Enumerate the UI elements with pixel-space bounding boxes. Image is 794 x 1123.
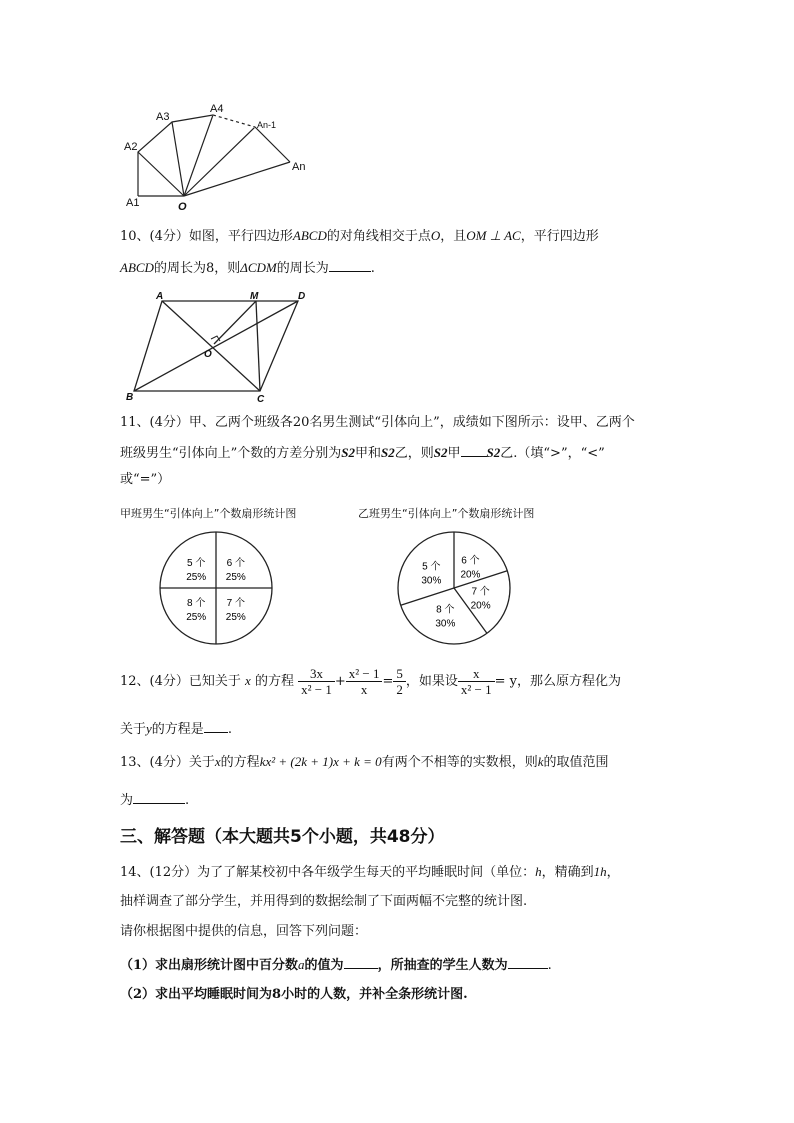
pie-slice-category: 7 个 — [471, 586, 490, 598]
question-14-line2 — [120, 892, 527, 912]
q10-text: ，平行四边形 — [520, 229, 599, 244]
q10-abcd: ABCD — [120, 260, 154, 275]
label-m: M — [250, 291, 259, 302]
q10-text: ，且 — [440, 229, 467, 244]
q11-text: 甲 — [447, 446, 461, 461]
label-o: O — [204, 349, 212, 360]
numerator: x² − 1 — [346, 666, 383, 682]
pie-chart-jia-title: 甲班男生“引体向上”个数扇形统计图 — [120, 507, 297, 520]
answer-blank[interactable] — [204, 718, 228, 733]
question-11-line1 — [120, 413, 635, 433]
q10-text: 的周长为8，则 — [153, 261, 241, 276]
q12-text: 12、(4分）已知关于 — [120, 674, 241, 689]
pie-slice-percent: 25% — [225, 572, 246, 584]
answer-blank[interactable] — [344, 954, 378, 969]
q14-text: （1）求出扇形统计图中百分数 — [120, 958, 299, 973]
polygon-fan-figure — [120, 100, 320, 215]
label-a3: A3 — [156, 111, 170, 123]
q12-text: 的方程是 — [151, 722, 204, 737]
q14-text: 抽样调查了部分学生，并用得到的数据绘制了下面两幅不完整的统计图. — [120, 894, 528, 909]
q14-text: 请你根据图中提供的信息，回答下列问题： — [120, 924, 368, 939]
question-10-line2 — [120, 257, 375, 279]
pie-slice-percent: 25% — [186, 572, 207, 584]
answer-blank[interactable] — [461, 442, 487, 457]
q11-text: 乙.（填“>”，“<” — [500, 446, 605, 461]
q11-text: 11、(4分）甲、乙两个班级各20名男生测试“引体向上”，成绩如下图所示：设甲、乙两个 — [120, 415, 635, 430]
label-an-1: An-1 — [257, 120, 277, 130]
q13-text: 的方程 — [220, 755, 260, 770]
q11-text: 乙，则 — [394, 446, 434, 461]
q10-o: O — [430, 228, 441, 243]
q14-text: 的值为 — [304, 958, 344, 973]
q14-a: a — [298, 957, 305, 972]
pie-slice-category: 6 个 — [461, 555, 480, 567]
pie-slice-percent: 25% — [225, 611, 246, 623]
q11-s2: S2 — [433, 445, 448, 460]
q10-cdm: ΔCDM — [240, 260, 277, 275]
question-14-sub2 — [120, 985, 468, 1005]
pie-slice-category: 6 个 — [226, 558, 245, 570]
q11-s2: S2 — [341, 445, 356, 460]
label-d: D — [298, 291, 306, 302]
fraction — [298, 666, 335, 697]
q13-text: 的取值范围 — [543, 755, 609, 770]
pie-chart-yi — [394, 528, 514, 648]
q14-h: h — [535, 864, 542, 879]
q10-text: 的周长为 — [276, 261, 329, 276]
q14-text: 14、(12分）为了了解某校初中各年级学生每天的平均睡眠时间（单位： — [120, 865, 536, 880]
q12-text: 关于 — [120, 722, 147, 737]
pie-chart-jia — [156, 528, 276, 648]
q14-1h: 1h — [593, 864, 607, 879]
q13-equation: kx² + (2k + 1)x + k = 0 — [259, 754, 382, 769]
question-10-line1 — [120, 226, 599, 247]
q11-text: 或“=”） — [120, 472, 171, 487]
label-a: A — [156, 291, 164, 302]
pie-slice-category: 7 个 — [226, 597, 245, 609]
pie-slice-category: 5 个 — [187, 558, 206, 570]
q12-text: ，如果设 — [405, 674, 458, 689]
equals-sign: = — [382, 674, 394, 689]
q10-om-ac: OM ⊥ AC — [466, 228, 521, 243]
q13-end: . — [185, 793, 190, 808]
question-11-line3 — [120, 470, 170, 490]
q12-text: ，那么原方程化为 — [517, 674, 622, 689]
q14-text: ，精确到 — [541, 865, 594, 880]
q14-text: （2）求出平均睡眠时间为8小时的人数，并补全条形统计图. — [120, 987, 468, 1002]
question-12-line2 — [120, 718, 232, 740]
answer-blank[interactable] — [133, 789, 185, 804]
question-14-line3 — [120, 922, 367, 942]
denominator: x — [360, 682, 368, 697]
fraction — [458, 666, 495, 697]
q12-y: y — [146, 721, 152, 736]
answer-blank[interactable] — [329, 257, 371, 272]
parallelogram-figure — [118, 290, 318, 405]
label-c: C — [257, 394, 265, 405]
q13-text: 为 — [120, 793, 134, 808]
q12-text: 的方程 — [254, 674, 294, 689]
q10-abcd: ABCD — [292, 228, 327, 243]
q14-text: ，所抽查的学生人数为 — [377, 958, 508, 973]
label-o: O — [178, 201, 187, 213]
question-13-line2 — [120, 789, 189, 811]
q13-text: 13、(4分）关于 — [120, 755, 215, 770]
fraction — [393, 666, 406, 697]
denominator: x² − 1 — [301, 682, 332, 697]
pie-slice-percent: 30% — [421, 575, 442, 587]
equals-y: = y — [494, 674, 518, 689]
q10-text: 10、(4分）如图，平行四边形 — [120, 229, 293, 244]
question-11-line2 — [120, 442, 605, 464]
q13-text: 有两个不相等的实数根，则 — [381, 755, 538, 770]
numerator: 5 — [393, 666, 406, 682]
question-14-line1 — [120, 862, 620, 883]
pie-slice-percent: 30% — [435, 618, 456, 630]
q11-s2: S2 — [381, 445, 395, 460]
denominator: x² − 1 — [460, 682, 492, 697]
pie-slice-percent: 25% — [186, 611, 207, 623]
fraction — [346, 666, 383, 697]
q11-text: 甲和 — [355, 446, 382, 461]
pie-slice-percent: 20% — [470, 600, 491, 612]
answer-blank[interactable] — [508, 954, 548, 969]
q14-text: ， — [606, 865, 620, 880]
label-a4: A4 — [210, 103, 224, 115]
denominator: 2 — [396, 682, 403, 697]
question-13-line1 — [120, 752, 609, 773]
q14-end: . — [547, 958, 552, 973]
q11-s2: S2 — [486, 445, 501, 460]
numerator: 3x — [298, 666, 335, 682]
question-14-sub1 — [120, 954, 552, 976]
numerator: x — [458, 666, 495, 682]
question-12-line1 — [120, 664, 621, 698]
plus-sign: + — [334, 674, 346, 689]
label-b: B — [126, 392, 134, 403]
q11-text: 班级男生“引体向上”个数的方差分别为 — [120, 446, 342, 461]
q12-x: x — [245, 673, 251, 688]
label-an: An — [292, 161, 306, 173]
q10-text: 的对角线相交于点 — [326, 229, 431, 244]
q13-k: k — [537, 754, 544, 769]
section-3-heading: 三、解答题（本大题共5个小题，共48分） — [120, 827, 445, 847]
q10-end: . — [370, 261, 375, 276]
pie-slice-category: 5 个 — [422, 561, 441, 573]
label-a2: A2 — [124, 141, 138, 153]
pie-slice-percent: 20% — [460, 569, 481, 581]
pie-slice-category: 8 个 — [187, 597, 206, 609]
q13-x: x — [214, 754, 221, 769]
label-a1: A1 — [126, 197, 140, 209]
pie-slice-category: 8 个 — [436, 604, 455, 616]
pie-chart-yi-title: 乙班男生“引体向上”个数扇形统计图 — [358, 507, 535, 520]
q12-end: . — [227, 722, 232, 737]
